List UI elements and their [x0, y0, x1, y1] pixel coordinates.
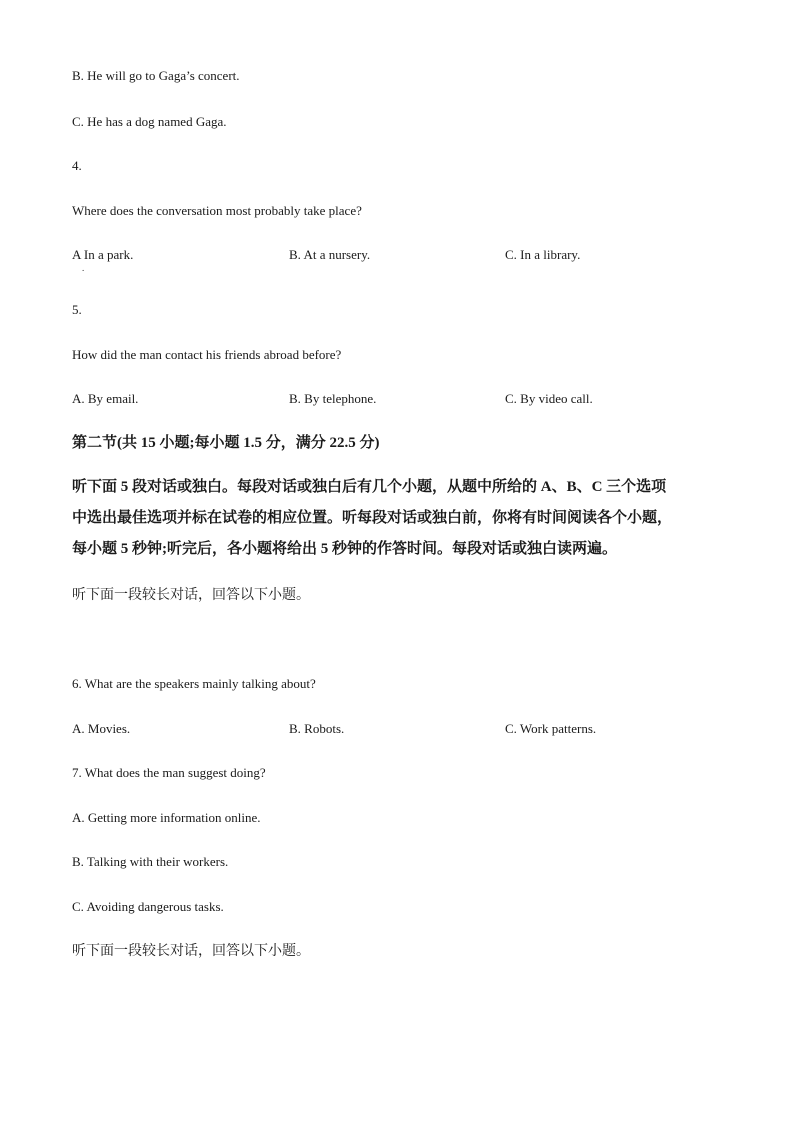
q3-option-b: B. He will go to Gaga’s concert. [72, 68, 240, 83]
q5-number: 5. [72, 302, 82, 317]
q6-question: 6. What are the speakers mainly talking about? [72, 676, 316, 691]
q4-options [72, 247, 732, 263]
q6-options [72, 721, 732, 737]
q6-option-c: C. Work patterns. [505, 721, 597, 736]
q5-question: How did the man contact his friends abroad before? [72, 347, 342, 362]
q6-option-a: A. Movies. [72, 721, 131, 736]
q4-option-a: A In a park. [72, 247, 134, 262]
q6-option-b: B. Robots. [289, 721, 345, 736]
q4-number: 4. [72, 158, 82, 173]
q3-option-c: C. He has a dog named Gaga. [72, 114, 227, 129]
q7-option-a: A. Getting more information online. [72, 810, 261, 825]
q5-option-c: C. By video call. [505, 391, 593, 406]
dialogue-intro: 听下面一段较长对话，回答以下小题。 [72, 587, 310, 603]
stray-mark: . [82, 263, 85, 273]
dialogue-intro: 听下面一段较长对话，回答以下小题。 [72, 943, 310, 959]
q4-question: Where does the conversation most probably take place? [72, 203, 362, 218]
instruction-line: 听下面 5 段对话或独白。每段对话或独白后有几个小题，从题中所给的 A、B、C 三个选项 [72, 479, 667, 495]
q5-options [72, 391, 732, 407]
q7-question: 7. What does the man suggest doing? [72, 765, 266, 780]
q5-option-b: B. By telephone. [289, 391, 377, 406]
section-heading: 第二节(共 15 小题;每小题 1.5 分，满分 22.5 分) [72, 435, 380, 451]
q4-option-c: C. In a library. [505, 247, 581, 262]
instruction-line: 每小题 5 秒钟;听完后，各小题将给出 5 秒钟的作答时间。每段对话或独白读两遍。 [72, 541, 617, 557]
section-instructions [72, 472, 732, 565]
q5-option-a: A. By email. [72, 391, 139, 406]
q7-option-b: B. Talking with their workers. [72, 854, 229, 869]
q7-option-c: C. Avoiding dangerous tasks. [72, 899, 224, 914]
q4-option-b: B. At a nursery. [289, 247, 371, 262]
instruction-line: 中选出最佳选项并标在试卷的相应位置。听每段对话或独白前，你将有时间阅读各个小题， [72, 510, 673, 526]
